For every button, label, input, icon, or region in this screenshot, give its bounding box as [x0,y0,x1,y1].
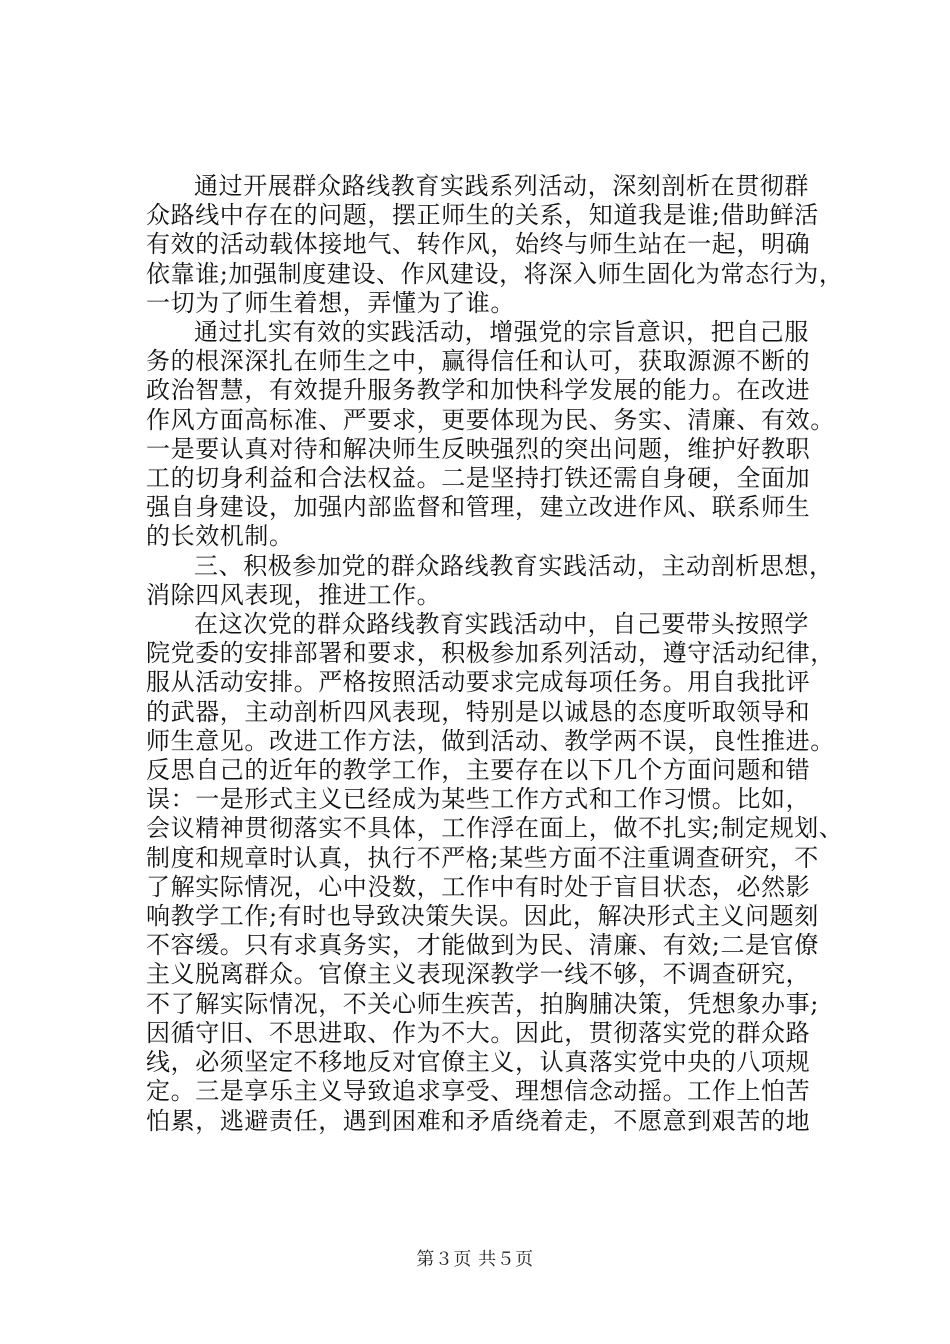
paragraph-line: 师生意见。改进工作方法，做到活动、教学两不误，良性推进。 [146,726,835,755]
document-body [146,172,844,1136]
paragraph-line: 制度和规章时认真，执行不严格;某些方面不注重调查研究，不 [146,843,819,872]
page-footer: 第３页 共５页 [416,1249,534,1270]
paragraph-line: 不了解实际情况，不关心师生疾苦，拍胸脯决策，凭想象办事; [146,989,819,1018]
paragraph [146,318,834,552]
paragraph [146,610,844,1136]
paragraph-line: 消除四风表现，推进工作。 [146,580,442,609]
paragraph-line: 响教学工作;有时也导致决策失误。因此，解决形式主义问题刻 [146,902,819,931]
paragraph-line: 务的根深深扎在师生之中，赢得信任和认可，获取源源不断的 [146,347,811,376]
paragraph-line: 线，必须坚定不移地反对官僚主义，认真落实党中央的八项规 [146,1048,811,1077]
paragraph-line: 通过开展群众路线教育实践系列活动，深刻剖析在贯彻群 [194,172,809,200]
paragraph-line: 作风方面高标准、严要求，更要体现为民、务实、清廉、有效。 [146,405,835,434]
paragraph-line: 院党委的安排部署和要求，积极参加系列活动，遵守活动纪律， [146,639,835,668]
paragraph-line: 误：一是形式主义已经成为某些工作方式和工作习惯。比如， [146,785,811,814]
paragraph-line: 政治智慧，有效提升服务教学和加快科学发展的能力。在改进 [146,376,811,405]
paragraph-line: 定。三是享乐主义导致追求享受、理想信念动摇。工作上怕苦 [146,1077,811,1106]
paragraph-line: 因循守旧、不思进取、作为不大。因此，贯彻落实党的群众路 [146,1018,811,1047]
paragraph-line: 主义脱离群众。官僚主义表现深教学一线不够，不调查研究， [146,960,811,989]
paragraph-line: 工的切身利益和合法权益。二是坚持打铁还需自身硬，全面加 [146,464,811,493]
paragraph-line: 有效的活动载体接地气、转作风，始终与师生站在一起，明确 [146,230,811,259]
paragraph-line: 的武器，主动剖析四风表现，特别是以诚恳的态度听取领导和 [146,697,811,726]
paragraph-line: 强自身建设，加强内部监督和管理，建立改进作风、联系师生 [146,493,811,522]
paragraph-line: 在这次党的群众路线教育实践活动中，自己要带头按照学 [194,610,809,639]
paragraph-line: 不容缓。只有求真务实，才能做到为民、清廉、有效;二是官僚 [146,931,819,960]
paragraph [146,552,834,610]
paragraph-line: 众路线中存在的问题，摆正师生的关系，知道我是谁;借助鲜活 [146,201,819,230]
paragraph-line: 反思自己的近年的教学工作，主要存在以下几个方面问题和错 [146,756,811,785]
paragraph-line: 服从活动安排。严格按照活动要求完成每项任务。用自我批评 [146,668,811,697]
paragraph-line: 会议精神贯彻落实不具体，工作浮在面上，做不扎实;制定规划、 [146,814,844,843]
paragraph-line: 通过扎实有效的实践活动，增强党的宗旨意识，把自己服 [194,318,809,347]
paragraph-line: 一切为了师生着想，弄懂为了谁。 [146,288,515,317]
paragraph-line: 一是要认真对待和解决师生反映强烈的突出问题，维护好教职 [146,434,811,463]
paragraph-line: 三、积极参加党的群众路线教育实践活动，主动剖析思想， [194,551,834,580]
paragraph-line: 怕累，逃避责任，遇到困难和矛盾绕着走，不愿意到艰苦的地 [146,1106,811,1135]
paragraph-line: 的长效机制。 [146,522,294,551]
paragraph-line: 依靠谁;加强制度建设、作风建设，将深入师生固化为常态行为， [146,259,844,288]
paragraph-line: 了解实际情况，心中没数，工作中有时处于盲目状态，必然影 [146,872,811,901]
paragraph [146,172,844,318]
